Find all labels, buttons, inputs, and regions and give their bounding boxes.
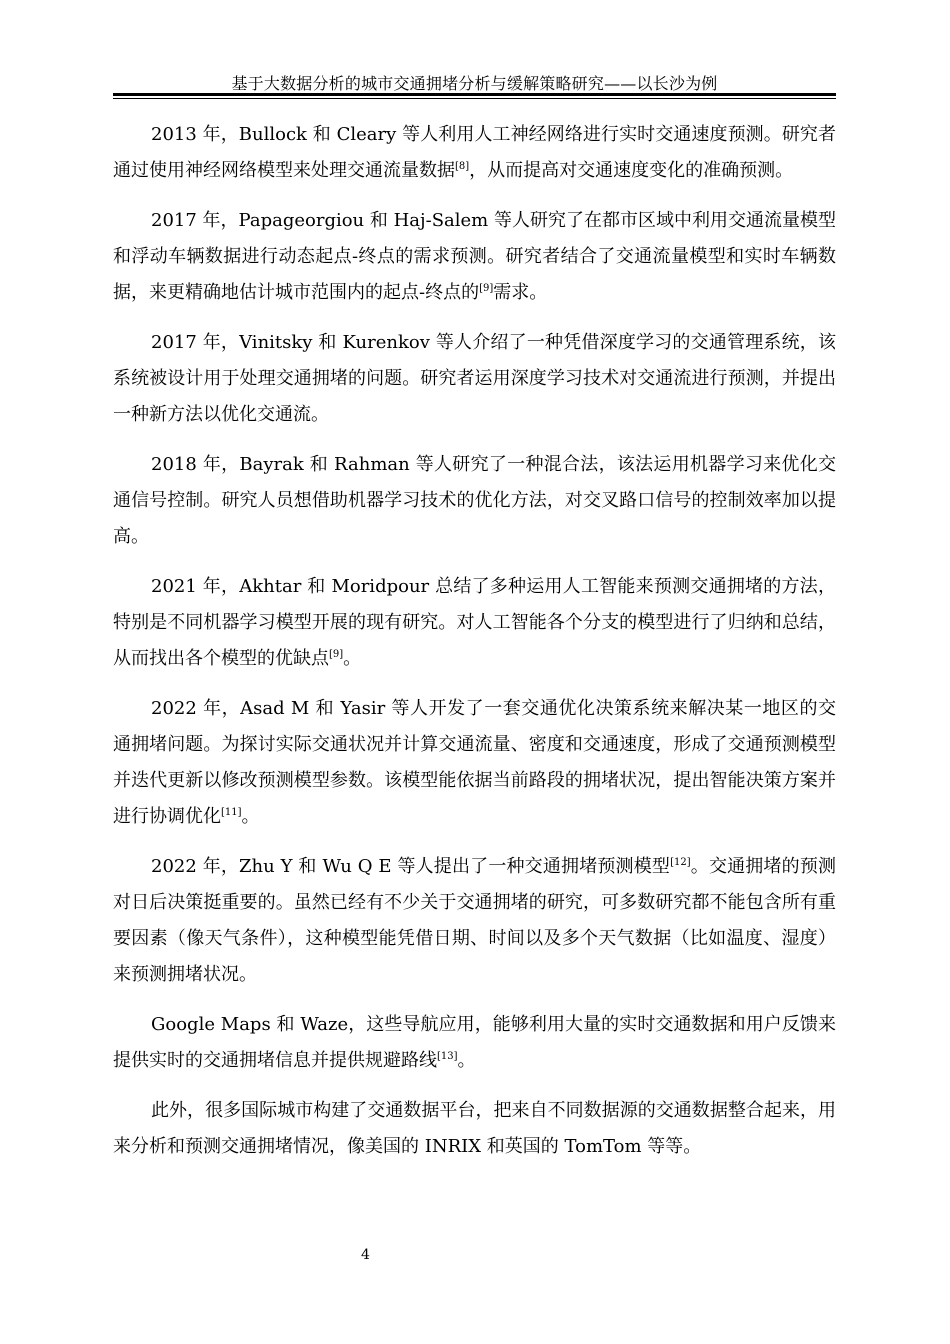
page-number: 4 [361,1247,370,1263]
paragraph-2022-zhu: 2022 年，Zhu Y 和 Wu Q E 等人提出了一种交通拥堵预测模型[12]。交通拥堵的预测对日后决策挺重要的。虽然已经有不少关于交通拥堵的研究，可多数研究都不能包含所有重要因素（像天气条件），这种模型能凭借日期、时间以及多个天气数据（比如温度、湿度）来预测拥堵状况。 [113,856,836,985]
citation-ref: [12] [670,857,691,868]
header-rule-thick [113,93,836,96]
paragraph-2018-bayrak: 2018 年，Bayrak 和 Rahman 等人研究了一种混合法，该法运用机器学习来优化交通信号控制。研究人员想借助机器学习技术的优化方法，对交叉路口信号的控制效率加以提高。 [113,454,836,547]
citation-ref: [11] [221,807,242,818]
citation-ref: [13] [437,1051,458,1062]
paragraph-2022-asad: 2022 年，Asad M 和 Yasir 等人开发了一套交通优化决策系统来解决某一地区的交通拥堵问题。为探讨实际交通状况并计算交通流量、密度和交通速度，形成了交通预测模型并迭代更新以修改预测模型参数。该模型能依据当前路段的拥堵状况，提出智能决策方案并进行协调优化[11]。 [113,698,836,827]
paragraph-2013-bullock: 2013 年，Bullock 和 Cleary 等人利用人工神经网络进行实时交通速度预测。研究者通过使用神经网络模型来处理交通流量数据[8]，从而提高对交通速度变化的准确预测。 [113,124,836,181]
header-rule-thin [113,98,836,99]
citation-ref: [8] [455,161,470,172]
paragraph-international-platforms: 此外，很多国际城市构建了交通数据平台，把来自不同数据源的交通数据整合起来，用来分析和预测交通拥堵情况，像美国的 INRIX 和英国的 TomTom 等等。 [113,1100,836,1157]
paragraph-2017-papageorgiou: 2017 年，Papageorgiou 和 Haj-Salem 等人研究了在都市区域中利用交通流量模型和浮动车辆数据进行动态起点-终点的需求预测。研究者结合了交通流量模型和实时车辆数据，来更精确地估计城市范围内的起点-终点的[9]需求。 [113,210,836,303]
body-text [113,117,836,1179]
paragraph-google-maps-waze: Google Maps 和 Waze，这些导航应用，能够利用大量的实时交通数据和用户反馈来提供实时的交通拥堵信息并提供规避路线[13]。 [113,1014,836,1071]
citation-ref: [9] [329,649,344,660]
paragraph-2021-akhtar: 2021 年，Akhtar 和 Moridpour 总结了多种运用人工智能来预测交通拥堵的方法，特别是不同机器学习模型开展的现有研究。对人工智能各个分支的模型进行了归纳和总结，从而找出各个模型的优缺点[9]。 [113,576,836,669]
paragraph-2017-vinitsky: 2017 年，Vinitsky 和 Kurenkov 等人介绍了一种凭借深度学习的交通管理系统，该系统被设计用于处理交通拥堵的问题。研究者运用深度学习技术对交通流进行预测，并提出一种新方法以优化交通流。 [113,332,836,425]
citation-ref: [9] [479,283,494,294]
running-header: 基于大数据分析的城市交通拥堵分析与缓解策略研究——以长沙为例 [231,74,718,93]
